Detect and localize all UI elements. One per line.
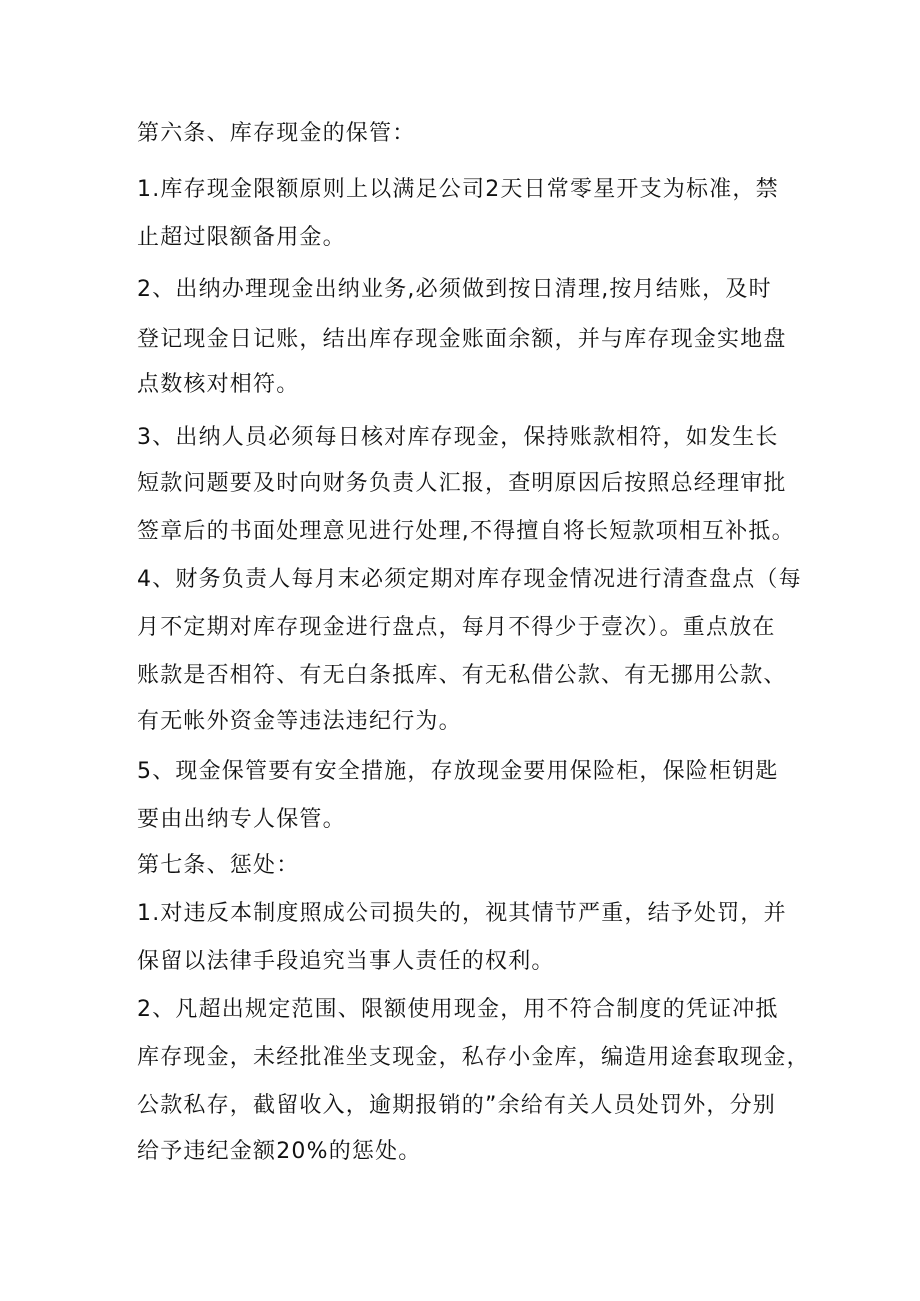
paragraph-line: 账款是否相符、有无白条抵库、有无私借公款、有无挪用公款、 (137, 663, 787, 688)
paragraph-line: 2、凡超出规定范围、限额使用现金，用不符合制度的凭证冲抵 (137, 997, 779, 1022)
paragraph-line: 5、现金保管要有安全措施，存放现金要用保险柜，保险柜钥匙 (137, 759, 779, 784)
paragraph-line: 点数核对相符。 (137, 372, 300, 397)
paragraph-line: 签章后的书面处理意见进行处理,不得擅自将长短款项相互补抵。 (137, 519, 795, 544)
paragraph-line: 1.库存现金限额原则上以满足公司2天日常零星开支为标准，禁 (137, 177, 779, 202)
paragraph-line: 给予违纪金额20%的惩处。 (137, 1139, 422, 1164)
paragraph-line: 库存现金，未经批准坐支现金，私存小金库，编造用途套取现金， (137, 1045, 810, 1070)
paragraph-line: 有无帐外资金等违法违纪行为。 (137, 709, 462, 734)
paragraph-line: 月不定期对库存现金进行盘点，每月不得少于壹次）。重点放在 (137, 615, 776, 640)
paragraph-line: 登记现金日记账，结出库存现金账面余额，并与库存现金实地盘 (137, 327, 787, 352)
paragraph-line: 2、出纳办理现金出纳业务,必须做到按日清理,按月结账，及时 (137, 277, 772, 302)
paragraph-line: 1.对违反本制度照成公司损失的，视其情节严重，结予处罚，并 (137, 901, 787, 926)
section-heading: 第六条、库存现金的保管： (137, 121, 416, 146)
paragraph-line: 要由出纳专人保管。 (137, 807, 346, 832)
paragraph-line: 短款问题要及时向财务负责人汇报，查明原因后按照总经理审批 (137, 471, 787, 496)
section-heading: 第七条、惩处： (137, 853, 300, 878)
paragraph-line: 保留以法律手段追究当事人责任的权利。 (137, 949, 555, 974)
paragraph-line: 4、财务负责人每月末必须定期对库存现金情况进行清查盘点（每 (137, 567, 802, 592)
paragraph-line: 止超过限额备用金。 (137, 225, 346, 250)
paragraph-line: 3、出纳人员必须每日核对库存现金，保持账款相符，如发生长 (137, 425, 779, 450)
paragraph-line: 公款私存，截留收入，逾期报销的”余给有关人员处罚外，分别 (137, 1093, 776, 1118)
